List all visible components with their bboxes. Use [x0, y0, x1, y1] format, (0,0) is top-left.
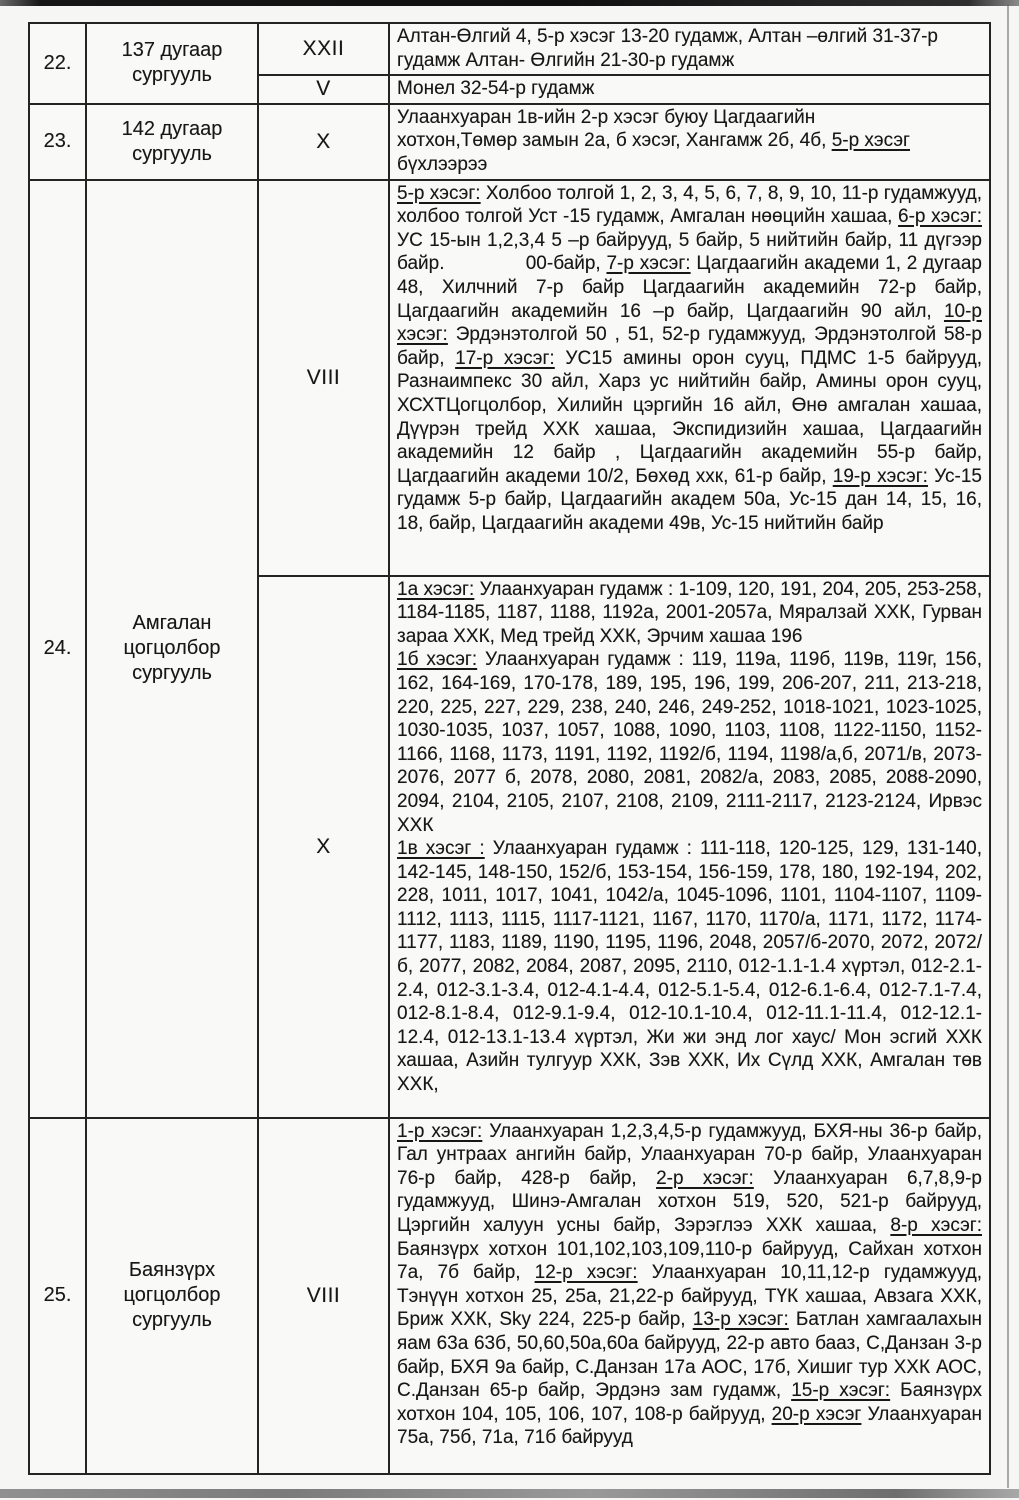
- section-label: 20-р хэсэг: [771, 1403, 862, 1425]
- section-label: 10-р хэсэг:: [397, 300, 982, 346]
- table-row: [29, 23, 990, 75]
- address-text: хотхон,Төмөр замын 2а, б хэсэг, Хангамж 2б, 4б,: [397, 130, 832, 152]
- row-number-cell: 22.: [29, 23, 86, 104]
- address-paragraph: [397, 837, 982, 1097]
- table-row: [29, 180, 990, 576]
- scan-artifact-bottom-edge: [0, 1489, 1019, 1498]
- address-paragraph: [397, 182, 982, 536]
- section-label: 5-р хэсэг:: [397, 182, 481, 204]
- section-label: 1а хэсэг:: [397, 578, 475, 600]
- address-text: Батлан хамгаалахын яам 63а 63б, 50,60,50а,60а байрууд, 22-р авто бааз, С,Данзан 3-р байр, БХЯ 9а байр, С.Данзан 17а АОС, 17б, Хишиг тур ХХК АОС, С.Данзан 65-р байр, Эрдэнэ зам гудамж,: [397, 1309, 983, 1402]
- school-name-cell: Амгалан цогцолбор сургууль: [86, 180, 258, 1118]
- address-text: Баянзүрх хотхон 104, 105, 106, 107, 108-р байрууд,: [397, 1380, 982, 1425]
- section-label: 19-р хэсэг:: [832, 465, 928, 487]
- section-label: 8-р хэсэг:: [890, 1214, 982, 1236]
- district-roman-cell: VIII: [258, 1118, 389, 1474]
- district-roman-cell: V: [258, 75, 389, 104]
- address-text-cell: [389, 104, 990, 180]
- address-text: Улаанхуаран 1в-ийн 2-р хэсэг буюу Цагдаагийн: [397, 106, 816, 128]
- address-text: УС 15-ын 1,2,3,4 5 –р байрууд, 5 байр, 5 нийтийн байр, 11 дүгээр байр. 00-байр,: [397, 229, 982, 275]
- address-text-cell: [389, 23, 990, 75]
- address-text: Алтан-Өлгий 4, 5-р хэсэг 13-20 гудамж, Алтан –өлгий 31-37-р гудамж Алтан- Өлгийн 21-30-р гудамж: [397, 26, 938, 71]
- section-label: 1б хэсэг:: [397, 649, 478, 671]
- section-label: 7-р хэсэг:: [606, 253, 691, 275]
- address-text: Улаанхуаран 6,7,8,9-р гудамжууд, Шинэ-Амгалан хотхон 519, 520, 521-р байрууд, Цэргийн халуун усны байр, Зэрэглээ ХХК хашаа,: [397, 1167, 982, 1236]
- address-text: Улаанхуаран 75а, 75б, 71а, 71б байрууд: [397, 1403, 982, 1449]
- section-label: 6-р хэсэг:: [898, 206, 982, 228]
- table-row: [29, 1118, 990, 1474]
- address-paragraph: [397, 153, 982, 177]
- section-label: 17-р хэсэг:: [455, 347, 555, 369]
- address-text-cell: [389, 75, 990, 104]
- section-label: 13-р хэсэг:: [692, 1309, 789, 1331]
- section-label: 15-р хэсэг:: [791, 1380, 891, 1402]
- school-districts-table: [28, 22, 991, 1475]
- address-text: Цагдаагийн академи 1, 2 дугаар 48, Хилчний 7-р байр Цагдаагийн академийн 72-р байр, Цагдаагийн академийн 16 –р байр, Цагдаагийн 90 айл,: [397, 253, 982, 322]
- address-text-cell: [389, 180, 990, 576]
- row-number-cell: 25.: [29, 1118, 86, 1474]
- address-paragraph: [397, 106, 982, 130]
- address-text: бүхлээрээ: [397, 153, 488, 175]
- school-name-cell: 142 дугаар сургууль: [86, 104, 258, 180]
- address-text: Монел 32-54-р гудамж: [397, 78, 595, 100]
- address-paragraph: [397, 77, 982, 101]
- address-text: Эрдэнэтолгой 50 , 51, 52-р гудамжууд, Эрдэнэтолгой 58-р байр,: [397, 324, 982, 369]
- section-label: 5-р хэсэг: [831, 130, 910, 152]
- section-label: 1в хэсэг :: [397, 838, 485, 860]
- address-text: УС15 амины орон сууц, ПДМС 1-5 байрууд, Разнаимпекс 30 айл, Харз ус нийтийн байр, Амины орон сууц, ХСХТЦогцолбор, Хилийн цэргийн 16 айл, Өнө амгалан хашаа, Дүүрэн трейд ХХК хашаа, Экспидизийн хашаа, Цагдаагийн академийн 12 байр , Цагдаагийн академийн 55-р байр, Цагдаагийн академи 10/2, Бөхөд ххк, 61-р байр,: [397, 347, 982, 487]
- address-text: Улаанхуаран 1,2,3,4,5-р гудамжууд, БХЯ-ны 36-р байр, Гал унтраах ангийн байр, Улаанхуаран 70-р байр, Улаанхуаран 76-р байр, 428-р байр,: [397, 1120, 982, 1189]
- district-roman-cell: XXII: [258, 23, 389, 75]
- address-paragraph: [397, 578, 982, 649]
- address-text: Улаанхуаран гудамж : 1-109, 120, 191, 204, 205, 253-258, 1184-1185, 1187, 1188, 1192а, 2001-2057а, Мяралзай ХХК, Гурван зараа ХХК, Мед трейд ХХК, Эрчим хашаа 196: [397, 578, 982, 647]
- district-roman-cell: X: [258, 104, 389, 180]
- district-roman-cell: VIII: [258, 180, 389, 576]
- address-paragraph: [397, 25, 982, 72]
- school-name-cell: Баянзүрх цогцолбор сургууль: [86, 1118, 258, 1474]
- district-roman-cell: X: [258, 576, 389, 1118]
- section-label: 1-р хэсэг:: [397, 1120, 483, 1142]
- address-paragraph: [397, 648, 982, 837]
- address-text: Баянзүрх хотхон 101,102,103,109,110-р байрууд, Сайхан хотхон 7а, 7б байр,: [397, 1238, 982, 1284]
- address-text: Улаанхуаран 10,11,12-р гудамжууд, Тэнүүн хотхон 25, 25а, 21,22-р байрууд, ТҮК хашаа, Авзага ХХК, Бриж ХХК, Sky 224, 225-р байр,: [397, 1262, 983, 1331]
- address-paragraph: [397, 1120, 982, 1450]
- scan-artifact-top-edge: [0, 0, 1019, 6]
- school-name-cell: 137 дугаар сургууль: [86, 23, 258, 104]
- address-text: Ус-15 гудамж 5-р байр, Цагдаагийн академ 50а, Ус-15 дан 14, 15, 16, 18, байр, Цагдаагийн академи 49в, Ус-15 нийтийн байр: [397, 465, 982, 534]
- address-text-cell: [389, 1118, 990, 1474]
- section-label: 2-р хэсэг:: [656, 1167, 754, 1189]
- row-number-cell: 24.: [29, 180, 86, 1118]
- scan-artifact-right-edge: [1007, 4, 1009, 1488]
- table-row: [29, 104, 990, 180]
- address-text-cell: [389, 576, 990, 1118]
- address-text: Улаанхуаран гудамж : 119, 119а, 119б, 119в, 119г, 156, 162, 164-169, 170-178, 189, 195, 196, 199, 206-207, 211, 213-218, 220, 225, 227, 229, 238, 240, 246, 249-252, 1018-1021, 1023-1025, 1030-1035, 1037, 1057, 1088, 1090, 1103, 1108, 1122-1150, 1152-1166, 1168, 1173, 1191, 1192, 1192/б, 1194, 1198/а,б, 2071/в, 2073-2076, 2077 б, 2078, 2080, 2081, 2082/а, 2083, 2085, 2088-2090, 2094, 2104, 2105, 2107, 2108, 2109, 2111-2117, 2123-2124, Ирвэс ХХК: [397, 649, 982, 836]
- address-paragraph: [397, 129, 982, 153]
- address-text: Улаанхуаран гудамж : 111-118, 120-125, 129, 131-140, 142-145, 148-150, 152/б, 153-154, 156-159, 178, 180, 192-194, 202, 228, 1011, 1017, 1041, 1042/а, 1045-1096, 1101, 1104-1107, 1109-1112, 1113, 1115, 1117-1121, 1167, 1170, 1170/а, 1171, 1172, 1174-1177, 1183, 1189, 1190, 1195, 1196, 2048, 2057/б-2070, 2072, 2072/б, 2077, 2082, 2084, 2087, 2095, 2110, 012-1.1-1.4 хүртэл, 012-2.1-2.4, 012-3.1-3.4, 012-4.1-4.4, 012-5.1-5.4, 012-6.1-6.4, 012-7.1-7.4, 012-8.1-8.4, 012-9.1-9.4, 012-10.1-10.4, 012-11.1-11.4, 012-12.1-12.4, 012-13.1-13.4 хүртэл, Жи жи энд лог хаус/ Мон эсгий ХХК хашаа, Азийн тулгуур ХХК, Зэв ХХК, Их Сүлд ХХК, Амгалан төв ХХК,: [397, 838, 983, 1096]
- section-label: 12-р хэсэг:: [534, 1262, 638, 1284]
- address-text: Холбоо толгой 1, 2, 3, 4, 5, 6, 7, 8, 9, 10, 11-р гудамжууд, холбоо толгой Уст -15 гудамж, Амгалан нөөцийн хашаа,: [397, 182, 982, 228]
- row-number-cell: 23.: [29, 104, 86, 180]
